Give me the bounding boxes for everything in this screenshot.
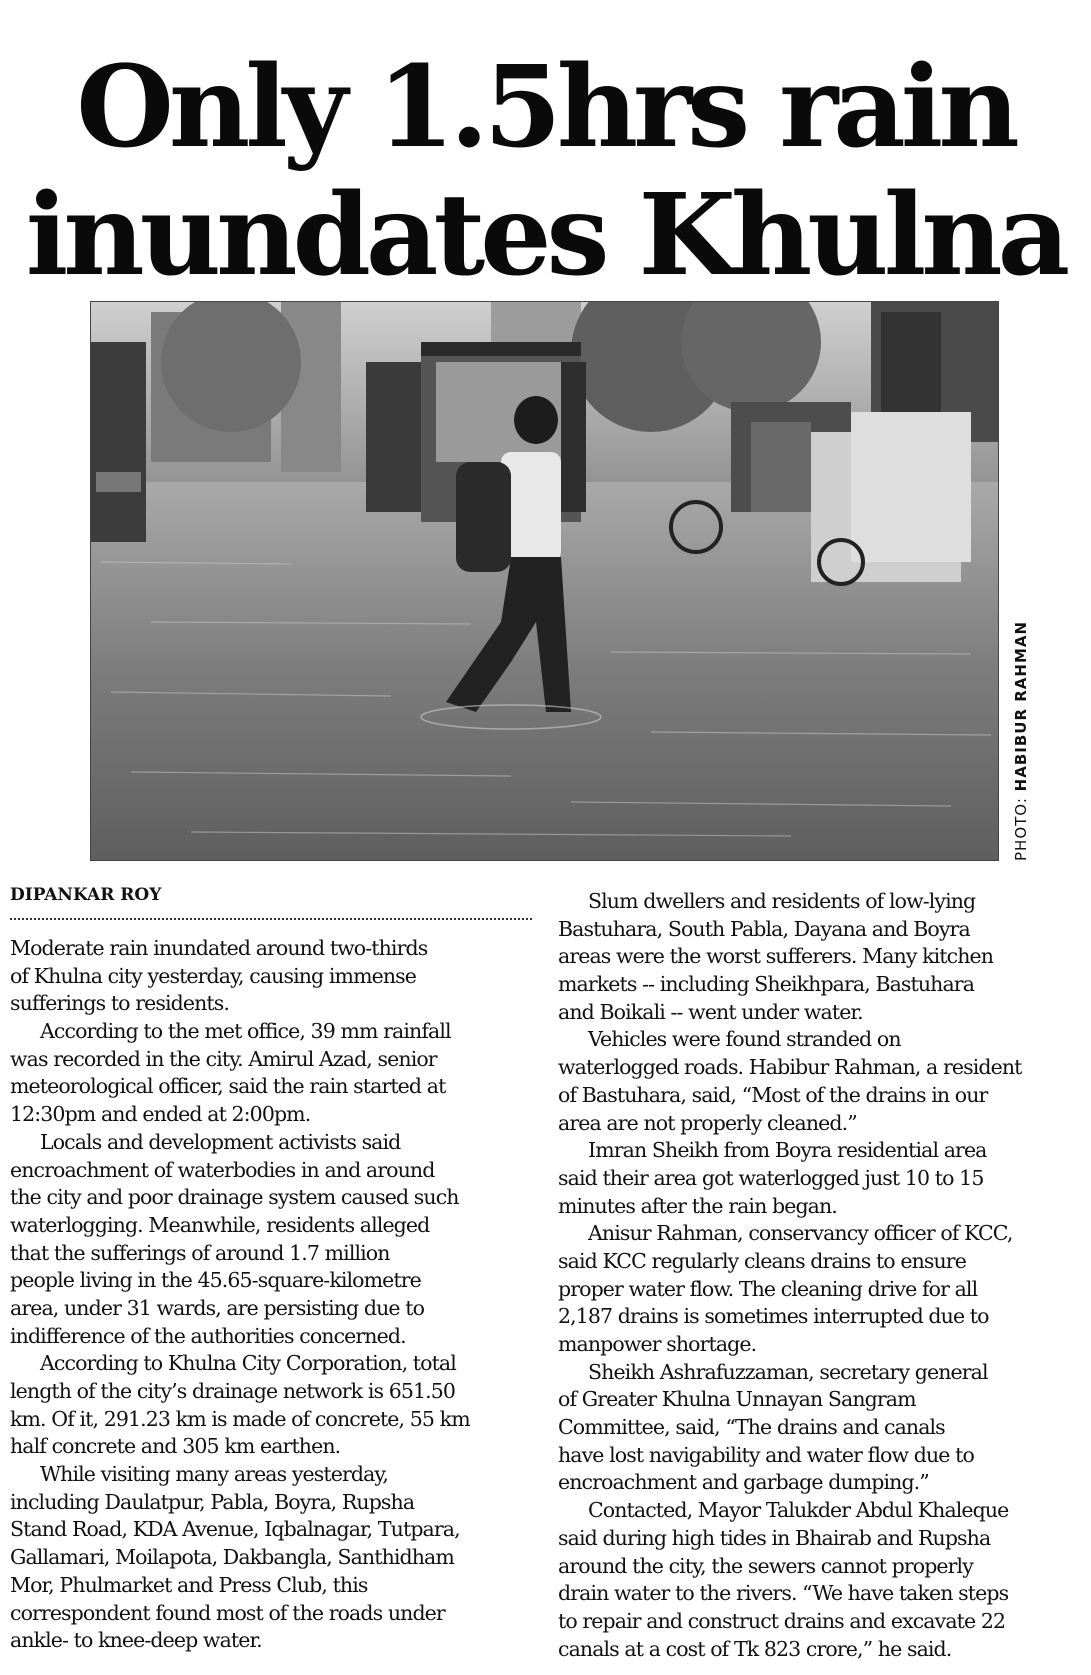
article-line: of Bastuhara, said, “Most of the drains in our xyxy=(558,1082,988,1107)
byline-divider xyxy=(10,918,532,920)
article-line: area, under 31 wards, are persisting due to xyxy=(10,1295,425,1320)
article-line: Slum dwellers and residents of low-lying xyxy=(588,889,976,913)
article-line: Anisur Rahman, conservancy officer of KCC, xyxy=(588,1221,1013,1246)
article-line: 12:30pm and ended at 2:00pm. xyxy=(10,1102,311,1127)
article-line: minutes after the rain began. xyxy=(558,1193,837,1218)
article-line: Imran Sheikh from Boyra residential area xyxy=(588,1138,987,1163)
article-line: Committee, said, “The drains and canals xyxy=(558,1415,945,1440)
article-column-left xyxy=(10,935,550,1655)
article-line: 2,187 drains is sometimes interrupted due to xyxy=(558,1304,989,1329)
article-line: manpower shortage. xyxy=(558,1332,757,1356)
article-line: said their area got waterlogged just 10 to 15 xyxy=(558,1165,984,1190)
article-line: encroachment and garbage dumping.” xyxy=(558,1470,929,1495)
article-line: sufferings to residents. xyxy=(10,991,229,1016)
article-line: people living in the 45.65-square-kilometre xyxy=(10,1268,421,1293)
headline-line-2: inundates Khulna xyxy=(25,170,1066,301)
photo-credit xyxy=(1012,621,1030,861)
article-line: around the city, the sewers cannot properly xyxy=(558,1553,973,1578)
article-line: Sheikh Ashrafuzzaman, secretary general xyxy=(588,1359,988,1384)
article-line: length of the city’s drainage network is 651.50 xyxy=(10,1379,456,1403)
article-line: said KCC regularly cleans drains to ensure xyxy=(558,1248,966,1273)
news-photo xyxy=(90,301,999,861)
article-line: waterlogged roads. Habibur Rahman, a resident xyxy=(558,1055,1022,1080)
article-line: proper water flow. The cleaning drive for all xyxy=(558,1276,978,1301)
article-line: area are not properly cleaned.” xyxy=(558,1110,857,1135)
flooded-street-photo xyxy=(91,302,999,861)
article-line: According to the met office, 39 mm rainfall xyxy=(40,1019,451,1044)
article-line: of Greater Khulna Unnayan Sangram xyxy=(558,1387,916,1412)
article-line: Gallamari, Moilapota, Dakbangla, Santhidham xyxy=(10,1545,454,1570)
headline-line-1: Only 1.5hrs rain xyxy=(76,42,1015,173)
article-line: canals at a cost of Tk 823 crore,” he said. xyxy=(558,1636,952,1661)
headline xyxy=(0,44,1091,300)
article-line: ankle- to knee-deep water. xyxy=(10,1628,262,1653)
article-line: Vehicles were found stranded on xyxy=(588,1027,901,1052)
article-line: According to Khulna City Corporation, total xyxy=(40,1351,456,1376)
article-line: areas were the worst sufferers. Many kitchen xyxy=(558,944,994,969)
article-line: markets -- including Sheikhpara, Bastuhara xyxy=(558,972,975,997)
article-line: Moderate rain inundated around two-thirds xyxy=(10,936,428,960)
article-line: was recorded in the city. Amirul Azad, senior xyxy=(10,1046,437,1071)
article-line: km. Of it, 291.23 km is made of concrete, 55 km xyxy=(10,1406,470,1431)
article-line: Locals and development activists said xyxy=(40,1129,401,1154)
article-line: waterlogging. Meanwhile, residents alleged xyxy=(10,1212,430,1237)
byline: DIPANKAR ROY xyxy=(10,885,162,905)
article-line: encroachment of waterbodies in and around xyxy=(10,1157,435,1182)
photo-credit-prefix: PHOTO: xyxy=(1012,791,1030,861)
article-line: half concrete and 305 km earthen. xyxy=(10,1434,341,1459)
article-line: meteorological officer, said the rain started at xyxy=(10,1074,446,1099)
article-line: Stand Road, KDA Avenue, Iqbalnagar, Tutpara, xyxy=(10,1517,460,1542)
article-line: said during high tides in Bhairab and Rupsha xyxy=(558,1525,991,1550)
article-line: While visiting many areas yesterday, xyxy=(40,1462,388,1487)
article-line: of Khulna city yesterday, causing immense xyxy=(10,963,417,988)
article-line: to repair and construct drains and excavate 22 xyxy=(558,1608,1006,1633)
article-line: that the sufferings of around 1.7 million xyxy=(10,1240,390,1265)
article-line: and Boikali -- went under water. xyxy=(558,999,863,1024)
article-line: Contacted, Mayor Talukder Abdul Khaleque xyxy=(588,1498,1009,1523)
article-column-right xyxy=(558,888,1091,1663)
article-line: indifference of the authorities concerned. xyxy=(10,1323,406,1348)
article-line: have lost navigability and water flow due to xyxy=(558,1442,974,1467)
article-line: the city and poor drainage system caused such xyxy=(10,1185,459,1210)
photo-credit-name: HABIBUR RAHMAN xyxy=(1012,620,1030,792)
article-line: drain water to the rivers. “We have taken steps xyxy=(558,1581,1009,1606)
article-line: Mor, Phulmarket and Press Club, this xyxy=(10,1572,368,1597)
article-line: correspondent found most of the roads under xyxy=(10,1600,445,1625)
article-line: including Daulatpur, Pabla, Boyra, Rupsha xyxy=(10,1489,415,1514)
article-line: Bastuhara, South Pabla, Dayana and Boyra xyxy=(558,916,970,941)
